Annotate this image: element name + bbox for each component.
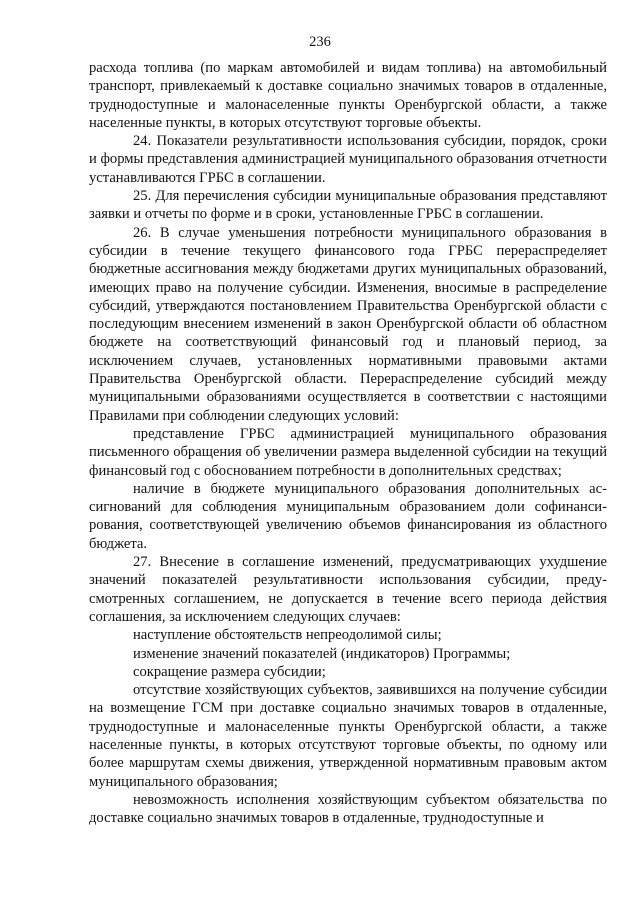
- case-no-applicants: отсутствие хозяйствующих субъектов, заявившихся на получение субсидии на возмещение ГСМ при доставке социально значимых товаров в отдаленные, труднодоступные и малонаселенные пункты Оренбургской области, а также населенные пункты, в которых отсутствуют торговые объекты, по одному или более маршрутам схемы движения, утвержденной нормативным правовым актом муниципального образования;: [89, 682, 607, 790]
- condition-allocations: наличие в бюджете муниципального образования дополнительных ассигнований для соблюдения муниципальным образованием доли софинансирования, соответствующей увеличению объемов финансирования из областного бюджета.: [89, 480, 607, 552]
- paragraph-item-27: 27. Внесение в соглашение изменений, предусматривающих ухудшение значений показателей результативности использования субсидии, предусмотренных соглашением, не допускается в течение всего периода действия соглашения, за исключением следующих случаев:: [89, 554, 607, 625]
- case-subsidy-reduction: сокращение размера субсидии;: [133, 663, 326, 680]
- paragraph-continuation: расхода топлива (по маркам автомобилей и видам топлива) на автомобильный транспорт, привлекаемый к доставке социально значимых товаров в отдаленные, труднодоступные и малонаселенные пункты Оренбургской области, а также населенные пункты, в которых отсутствуют торговые объекты.: [89, 60, 607, 131]
- condition-request: представление ГРБС администрацией муниципального образования письменного обращения об увеличении размера выделенной субсидии на текущий финансовый год с обоснованием потребности в дополнительных средствах;: [89, 425, 607, 479]
- paragraph-item-24: 24. Показатели результативности использования субсидии, порядок, сроки и формы представления администрацией муниципального образования отчетности устанавливаются ГРБС в соглашении.: [89, 133, 607, 186]
- case-force-majeure: наступление обстоятельств непреодолимой силы;: [133, 627, 442, 644]
- paragraph-item-25: 25. Для перечисления субсидии муниципальные образования представляют заявки и отчеты по форме и в сроки, установленные ГРБС в соглашении.: [89, 188, 607, 223]
- document-body: [89, 59, 607, 827]
- page-number: 236: [309, 34, 331, 50]
- case-indicator-change: изменение значений показателей (индикаторов) Программы;: [133, 645, 511, 662]
- case-impossibility: невозможность исполнения хозяйствующим субъектом обязательства по доставке социально значимых товаров в отдаленные, труднодоступные и: [89, 791, 607, 827]
- paragraph-item-26: 26. В случае уменьшения потребности муниципального образования в субсидии в течение текущего финансового года ГРБС перераспределяет бюджетные ассигнования между бюджетами других муниципальных образований, имеющих право на получение субсидии. Изменения, вносимые в распределение субсидий, утверждаются постановлением Правительства Оренбургской области с последующим внесением изменений в закон Оренбургской области об областном бюджете на соответствующий финансовый год и плановый период, за исключением случаев, установленных нормативными правовыми актами Правительства Оренбургской области. Перераспределение субсидий между муниципальными образованиями осуществляется в соответствии с настоящими Правилами при соблюдении следующих условий:: [89, 224, 607, 424]
